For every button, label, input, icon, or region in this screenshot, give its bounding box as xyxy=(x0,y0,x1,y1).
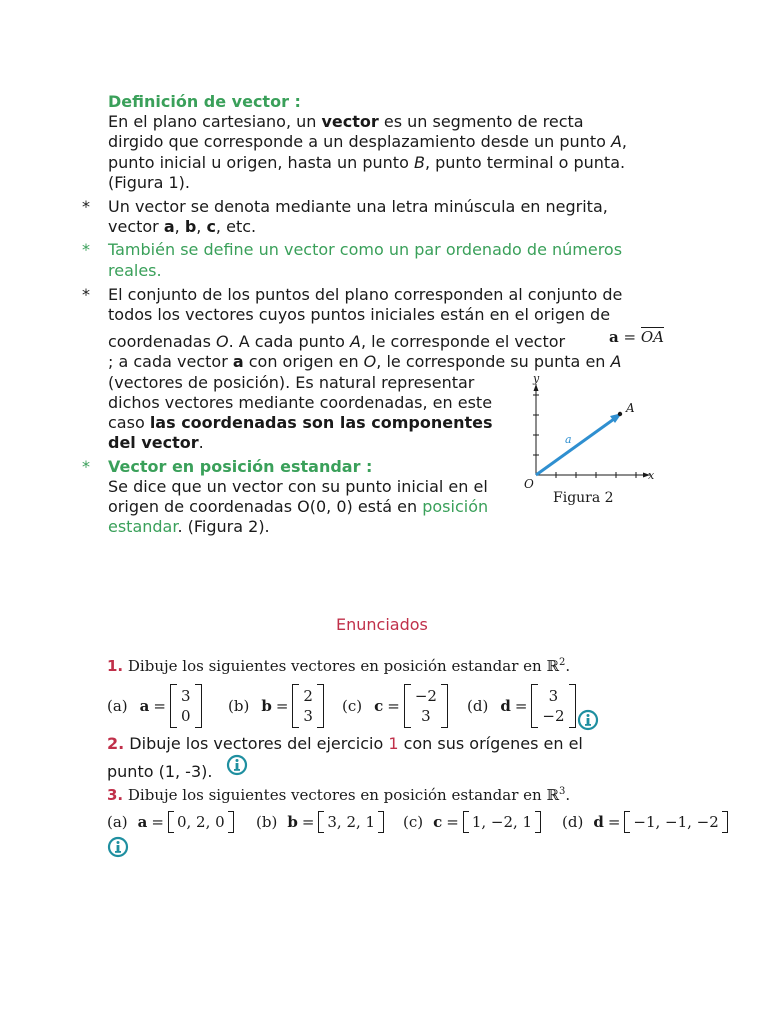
q3-item-a: (a) a = 0, 2, 0 xyxy=(107,811,234,833)
vector-formula: a = OA xyxy=(609,328,664,346)
bullet-marker: * xyxy=(82,285,90,304)
definition-line-4: (Figura 1). xyxy=(108,173,190,192)
vector-a-label: a xyxy=(565,433,572,446)
q1-item-a: (a) a = 3 0 xyxy=(107,683,202,729)
origin-label: O xyxy=(524,477,534,491)
y-axis-label: y xyxy=(533,372,540,385)
q3-item-b: (b) b = 3, 2, 1 xyxy=(256,811,384,833)
question-2-line-2: punto (1, -3). xyxy=(107,762,213,781)
bullet-3-line-7: caso las coordenadas son las componentes xyxy=(108,413,493,432)
bullet-1-line-1: Un vector se denota mediante una letra minúscula en negrita, xyxy=(108,197,608,216)
question-2-line-1: 2. Dibuje los vectores del ejercicio 1 con sus orígenes en el xyxy=(107,734,583,753)
bullet-3-line-3: coordenadas O. A cada punto A, le corresponde el vector xyxy=(108,332,566,351)
x-axis-label: x xyxy=(648,469,655,482)
info-icon[interactable] xyxy=(107,836,129,858)
bullet-1-line-2: vector a, b, c, etc. xyxy=(108,217,257,236)
bullet-4-line-2: origen de coordenadas O(0, 0) está en posición xyxy=(108,497,489,516)
question-3: 3. Dibuje los siguientes vectores en posición estandar en ℝ$^3$. xyxy=(107,786,571,804)
q3-item-d: (d) d = −1, −1, −2 xyxy=(562,811,728,833)
info-icon[interactable] xyxy=(577,709,599,731)
bullet-2-line-2: reales. xyxy=(108,261,162,280)
definition-line-3: punto inicial u origen, hasta un punto B, punto terminal o punta. xyxy=(108,153,626,172)
bullet-marker: * xyxy=(82,197,90,216)
q3-item-c: (c) c = 1, −2, 1 xyxy=(403,811,541,833)
bullet-3-line-6: dichos vectores mediante coordenadas, en este xyxy=(108,393,493,412)
bullet-marker: * xyxy=(82,457,90,476)
definition-heading: Definición de vector : xyxy=(108,92,301,111)
bullet-2-line-1: También se define un vector como un par ordenado de números xyxy=(108,240,623,259)
bullet-marker: * xyxy=(82,240,90,259)
bullet-3-line-1: El conjunto de los puntos del plano corresponden al conjunto de xyxy=(108,285,623,304)
definition-line-2: dirgido que corresponde a un desplazamiento desde un punto A, xyxy=(108,132,628,151)
bullet-3-line-8: del vector. xyxy=(108,433,204,452)
enunciados-title: Enunciados xyxy=(336,615,428,634)
bullet-4-line-3: estandar. (Figura 2). xyxy=(108,517,270,536)
bullet-4-line-1: Se dice que un vector con su punto inicial en el xyxy=(108,477,488,496)
q1-item-b: (b) b = 2 3 xyxy=(228,683,324,729)
figure-2 xyxy=(514,370,664,515)
info-icon[interactable] xyxy=(226,754,248,776)
q1-item-c: (c) c = −2 3 xyxy=(342,683,448,729)
bullet-4-heading: Vector en posición estandar : xyxy=(108,457,373,476)
bullet-3-line-5: (vectores de posición). Es natural representar xyxy=(108,373,475,392)
question-1: 1. Dibuje los siguientes vectores en posición estandar en ℝ$^2$. xyxy=(107,657,571,675)
figure-caption: Figura 2 xyxy=(553,490,614,506)
q1-item-d: (d) d = 3 −2 xyxy=(467,683,576,729)
vector-a-line xyxy=(536,419,614,475)
point-a xyxy=(618,412,622,416)
bullet-3-line-2: todos los vectores cuyos puntos iniciales están en el origen de xyxy=(108,305,611,324)
point-a-label: A xyxy=(626,401,635,415)
bullet-3-line-4: ; a cada vector a con origen en O, le corresponde su punta en A xyxy=(108,352,622,371)
definition-line-1: En el plano cartesiano, un vector es un segmento de recta xyxy=(108,112,584,131)
